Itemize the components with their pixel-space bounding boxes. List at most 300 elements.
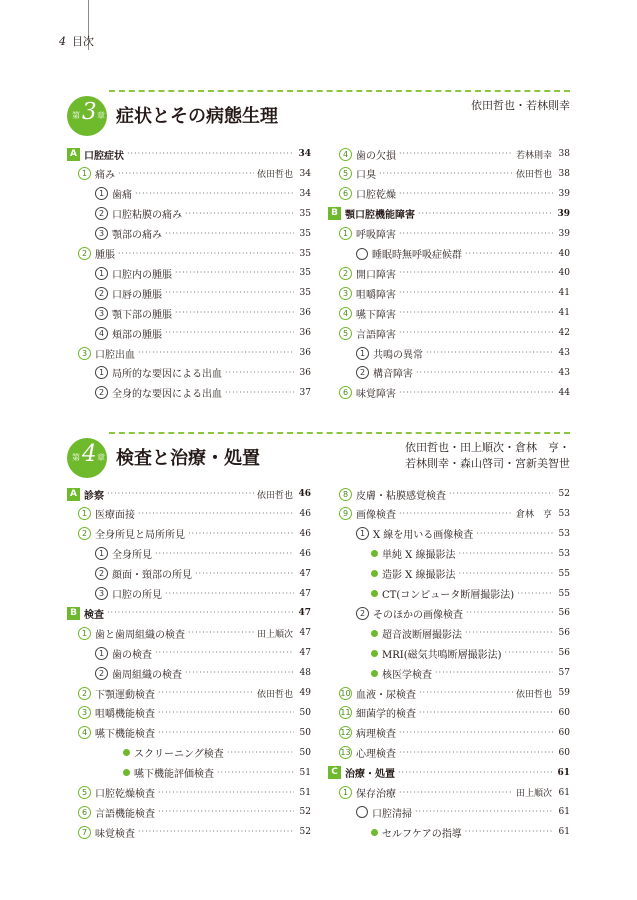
toc-entry	[328, 506, 570, 522]
entry-page: 60	[558, 747, 570, 758]
leader-dots	[466, 607, 553, 619]
entry-label: 咀嚼障害	[356, 289, 396, 301]
entry-label: 口唇の腫脹	[112, 289, 162, 301]
chapter-prefix: 第	[72, 111, 80, 120]
entry-label: MRI(磁気共鳴断層撮影法)	[382, 649, 502, 661]
toc-entry	[328, 526, 570, 542]
chapter-author-line: 依田哲也・若林則幸	[471, 99, 570, 112]
entry-label: 痛み	[95, 170, 115, 182]
bullet-marker	[371, 650, 378, 657]
entry-number-marker: 4	[95, 327, 108, 340]
entry-label: 口腔乾燥検査	[95, 789, 155, 800]
toc-entry	[328, 385, 570, 401]
leader-dots	[158, 707, 294, 719]
chapter-title: 検査と治療・処置	[116, 448, 260, 469]
entry-page: 36	[299, 308, 311, 319]
entry-label: 構音障害	[373, 369, 413, 381]
entry-page: 46	[299, 508, 311, 519]
leader-dots	[419, 707, 553, 719]
toc-entry	[67, 206, 311, 222]
entry-number-marker: 2	[78, 527, 91, 540]
entry-page: 52	[299, 827, 311, 838]
toc-entry	[328, 345, 570, 361]
entry-number-marker: 10	[340, 688, 351, 698]
toc-entry	[67, 566, 311, 582]
entry-label: 単純 X 線撮影法	[382, 550, 456, 562]
toc-entry	[328, 285, 570, 301]
entry-label: 血液・尿検査	[356, 689, 416, 701]
toc-entry	[67, 705, 311, 721]
leader-dots	[118, 168, 254, 180]
entry-page: 60	[558, 707, 570, 718]
leader-dots	[225, 387, 294, 399]
entry-page: 37	[299, 387, 311, 398]
leader-dots	[158, 687, 254, 699]
entry-label: 歯の欠損	[356, 150, 396, 162]
entry-label: 共鳴の異常	[373, 349, 423, 361]
entry-number-marker: 6	[78, 806, 91, 819]
entry-author: 依田哲也	[515, 689, 552, 700]
entry-page: 35	[299, 248, 311, 259]
entry-page: 48	[299, 668, 311, 679]
entry-page: 53	[558, 508, 570, 519]
leader-dots	[138, 508, 294, 520]
toc-entry	[328, 325, 570, 341]
entry-label: 細菌学的検査	[356, 709, 416, 721]
entry-label: 下顎運動検査	[95, 689, 155, 701]
toc-entry	[328, 566, 570, 582]
leader-dots	[465, 826, 553, 838]
entry-number-marker: 3	[78, 347, 91, 360]
entry-number-marker: 1	[95, 366, 108, 379]
toc-entry	[67, 785, 311, 801]
entry-label: 開口障害	[356, 269, 396, 281]
toc-entry	[67, 166, 311, 182]
entry-page: 35	[299, 228, 311, 239]
entry-label: 病理検査	[356, 729, 396, 741]
entry-number-marker: 6	[339, 386, 352, 399]
chapter-title: 症状とその病態生理	[116, 106, 278, 127]
toc-entry	[328, 824, 570, 840]
leader-dots	[227, 747, 294, 759]
leader-dots	[399, 747, 553, 759]
chapter-authors	[405, 440, 570, 472]
entry-page: 39	[557, 208, 570, 219]
leader-dots	[165, 327, 294, 339]
entry-page: 36	[299, 328, 311, 339]
entry-page: 61	[558, 787, 570, 798]
bullet-marker	[371, 670, 378, 677]
leader-dots	[175, 267, 294, 279]
entry-number-marker: 1	[95, 647, 108, 660]
entry-page: 47	[299, 588, 311, 599]
bullet-marker	[371, 829, 378, 836]
entry-author: 若林則幸	[515, 150, 552, 161]
chapter-badge	[67, 438, 107, 478]
entry-label: 口腔内の腫脹	[112, 269, 172, 281]
toc-entry	[328, 265, 570, 281]
entry-page: 52	[299, 807, 311, 818]
entry-number-marker: 1	[356, 527, 369, 540]
leader-dots	[195, 568, 294, 580]
entry-label: 全身所見と局所所見	[95, 530, 185, 542]
leader-dots	[158, 727, 294, 739]
toc-entry	[328, 586, 570, 602]
leader-dots	[435, 667, 553, 679]
entry-page: 59	[558, 688, 570, 698]
entry-label: 歯周組織の検査	[112, 669, 182, 681]
entry-number-marker: 11	[340, 708, 351, 718]
entry-page: 38	[558, 168, 570, 179]
entry-page: 34	[298, 149, 311, 159]
entry-page: 49	[299, 688, 311, 698]
entry-page: 44	[558, 387, 570, 398]
leader-dots	[107, 607, 294, 619]
toc-entry	[328, 186, 570, 202]
toc-entry	[67, 725, 311, 741]
entry-number-marker: 3	[95, 587, 108, 600]
entry-number-marker: 1	[339, 786, 352, 799]
chapter-prefix: 第	[72, 453, 80, 462]
entry-number-marker: 1	[95, 547, 108, 560]
entry-page: 61	[558, 827, 570, 838]
entry-page: 46	[298, 489, 311, 499]
entry-page: 43	[558, 367, 570, 378]
entry-page: 47	[299, 648, 311, 659]
leader-dots	[517, 588, 553, 600]
leader-dots	[398, 767, 553, 779]
toc-entry	[328, 605, 570, 621]
entry-author: 倉林 亨	[515, 510, 552, 521]
entry-label: 口臭	[356, 170, 376, 182]
toc-entry	[67, 665, 311, 681]
entry-label: 嚥下機能評価検査	[134, 769, 214, 781]
toc-entry	[328, 365, 570, 381]
entry-number-marker: 3	[339, 287, 352, 300]
leader-dots	[399, 787, 513, 799]
section-letter-badge: A	[67, 148, 80, 161]
leader-dots	[418, 208, 553, 220]
entry-page: 36	[299, 348, 311, 358]
leader-dots	[415, 806, 553, 818]
toc-entry	[328, 246, 570, 262]
entry-label: 顎下部の腫脹	[112, 309, 172, 321]
entry-number-marker: 2	[95, 567, 108, 580]
entry-author: 依田哲也	[256, 689, 293, 700]
toc-entry	[328, 785, 570, 801]
entry-page: 61	[558, 807, 570, 818]
entry-page: 50	[299, 727, 311, 738]
entry-label: 画像検査	[356, 510, 396, 522]
entry-page: 39	[558, 228, 570, 239]
entry-label: 顎部の痛み	[112, 230, 162, 242]
entry-label: 嚥下障害	[356, 309, 396, 321]
entry-label: 睡眠時無呼吸症候群	[372, 250, 462, 261]
bullet-marker	[123, 769, 130, 776]
entry-label: 口腔粘膜の痛み	[112, 210, 182, 222]
toc-column-left	[67, 146, 311, 409]
entry-number-marker: 5	[78, 786, 91, 799]
entry-page: 41	[558, 288, 570, 299]
toc-entry	[328, 625, 570, 641]
entry-label: 口腔清掃	[372, 808, 412, 820]
entry-page: 55	[558, 588, 570, 599]
entry-page: 46	[299, 548, 311, 559]
entry-author: 田上順次	[256, 629, 293, 640]
entry-label: 顔面・頸部の所見	[112, 570, 192, 582]
toc-entry	[67, 226, 311, 242]
leader-dots	[185, 208, 294, 220]
leader-dots	[155, 647, 294, 659]
entry-number-marker: 2	[356, 366, 369, 379]
entry-label: 局所的な要因による出血	[112, 369, 222, 381]
entry-author: 依田哲也	[256, 490, 293, 501]
bullet-marker	[371, 550, 378, 557]
toc-entry	[328, 725, 570, 741]
toc-entry	[328, 546, 570, 562]
toc-entry	[328, 705, 570, 721]
bullet-marker	[123, 749, 130, 756]
entry-page: 42	[558, 328, 570, 339]
entry-label: 咀嚼機能検査	[95, 709, 155, 721]
toc-entry	[67, 605, 311, 621]
entry-page: 47	[299, 628, 311, 639]
leader-dots	[505, 647, 553, 659]
leader-dots	[458, 568, 553, 580]
leader-dots	[217, 767, 294, 779]
entry-page: 36	[299, 367, 311, 378]
toc-entry	[67, 186, 311, 202]
toc-entry	[67, 645, 311, 661]
leader-dots	[188, 627, 254, 639]
entry-number-marker: 6	[339, 187, 352, 200]
entry-label: 心理検査	[356, 749, 396, 761]
entry-page: 34	[299, 188, 311, 199]
entry-page: 35	[299, 208, 311, 219]
toc-entry	[67, 824, 311, 840]
entry-label: CT(コンピュータ断層撮影法)	[382, 590, 515, 601]
leader-dots	[158, 806, 294, 818]
leader-dots	[399, 148, 513, 160]
chapter-author-line: 若林則幸・森山啓司・宮新美智世	[405, 457, 570, 470]
toc-entry	[67, 246, 311, 262]
entry-number-marker: 2	[95, 386, 108, 399]
header-title: 目次	[72, 35, 94, 48]
entry-number-marker: 1	[356, 347, 369, 360]
toc-entry	[328, 146, 570, 162]
leader-dots	[127, 148, 294, 160]
entry-page: 39	[558, 188, 570, 199]
entry-label: 核医学検査	[382, 669, 432, 681]
chapter-badge	[67, 96, 107, 136]
toc-entry	[67, 486, 311, 502]
chapter-divider	[109, 90, 570, 92]
entry-label: 造影 X 線撮影法	[382, 570, 456, 582]
entry-page: 40	[558, 248, 570, 259]
toc-entry	[328, 305, 570, 321]
toc-entry	[67, 365, 311, 381]
entry-label: 口腔症状	[84, 150, 124, 162]
entry-label: 診察	[84, 490, 104, 502]
entry-page: 41	[558, 308, 570, 319]
entry-number-marker: 2	[95, 667, 108, 680]
entry-number-marker: 4	[339, 148, 352, 161]
leader-dots	[399, 228, 553, 240]
leader-dots	[165, 228, 294, 240]
chapter-suffix: 章	[97, 453, 105, 462]
chapter-divider	[109, 432, 570, 434]
running-header	[59, 33, 94, 49]
toc-entry	[67, 345, 311, 361]
leader-dots	[399, 267, 553, 279]
toc-entry	[328, 665, 570, 681]
entry-label: 超音波断層撮影法	[382, 629, 462, 641]
chapter-heading	[67, 96, 570, 136]
bullet-marker	[371, 630, 378, 637]
toc-entry	[67, 146, 311, 162]
entry-label: 保存治療	[356, 789, 396, 800]
toc-entry	[67, 745, 311, 761]
toc-entry	[67, 526, 311, 542]
entry-label: 言語障害	[356, 329, 396, 341]
entry-page: 50	[299, 707, 311, 718]
leader-dots	[449, 488, 553, 500]
entry-page: 55	[558, 568, 570, 579]
leader-dots	[379, 168, 513, 180]
toc-entry	[328, 745, 570, 761]
entry-label: 歯痛	[112, 190, 132, 202]
entry-page: 38	[558, 149, 570, 159]
bullet-marker	[371, 570, 378, 577]
toc-entry	[67, 586, 311, 602]
entry-label: 呼吸障害	[356, 230, 396, 242]
entry-label: 嚥下機能検査	[95, 729, 155, 741]
leader-dots	[138, 826, 294, 838]
leader-dots	[458, 548, 553, 560]
entry-number-marker: 2	[356, 607, 369, 620]
leader-dots	[165, 588, 294, 600]
leader-dots	[465, 248, 553, 260]
chapter-heading	[67, 438, 570, 478]
toc-entry	[67, 285, 311, 301]
leader-dots	[399, 287, 553, 299]
entry-number-marker: 3	[95, 227, 108, 240]
toc-entry	[67, 804, 311, 820]
entry-label: 皮膚・粘膜感覚検査	[356, 490, 446, 502]
entry-number-marker: 2	[95, 207, 108, 220]
entry-label: 検査	[84, 609, 104, 621]
entry-number-marker: 4	[339, 307, 352, 320]
bullet-marker	[356, 806, 368, 818]
leader-dots	[107, 488, 254, 500]
entry-page: 46	[299, 528, 311, 539]
toc-entry	[328, 206, 570, 222]
leader-dots	[476, 528, 553, 540]
entry-page: 56	[558, 628, 570, 639]
entry-number-marker: 8	[339, 488, 352, 501]
entry-page: 47	[299, 568, 311, 579]
entry-label: 味覚検査	[95, 828, 135, 840]
entry-page: 35	[299, 288, 311, 299]
chapter-authors	[471, 98, 570, 114]
entry-page: 43	[558, 348, 570, 358]
entry-label: 歯と歯周組織の検査	[95, 629, 185, 641]
entry-label: 全身的な要因による出血	[112, 389, 222, 401]
entry-label: 口腔乾燥	[356, 190, 396, 202]
entry-author: 依田哲也	[515, 170, 552, 181]
leader-dots	[158, 787, 294, 799]
entry-number-marker: 5	[339, 167, 352, 180]
entry-label: X 線を用いる画像検査	[373, 530, 474, 542]
chapter-number: 3	[82, 99, 97, 125]
toc-entry	[328, 645, 570, 661]
toc-entry	[67, 385, 311, 401]
entry-number-marker: 2	[78, 247, 91, 260]
entry-page: 61	[557, 767, 570, 778]
leader-dots	[416, 367, 553, 379]
toc-entry	[67, 625, 311, 641]
entry-number-marker: 4	[78, 726, 91, 739]
toc-entry	[67, 765, 311, 781]
toc-entry	[67, 325, 311, 341]
toc-entry	[328, 226, 570, 242]
toc-column-right	[328, 146, 570, 409]
entry-number-marker: 1	[339, 227, 352, 240]
entry-number-marker: 2	[95, 287, 108, 300]
entry-label: セルフケアの指導	[382, 828, 462, 840]
section-letter-badge: B	[67, 607, 80, 620]
entry-number-marker: 3	[95, 307, 108, 320]
entry-label: そのほかの画像検査	[373, 609, 463, 621]
entry-page: 51	[299, 787, 311, 798]
leader-dots	[419, 687, 513, 699]
section-letter-badge: C	[328, 766, 341, 779]
leader-dots	[175, 307, 294, 319]
leader-dots	[399, 387, 553, 399]
entry-page: 53	[558, 548, 570, 559]
entry-label: 治療・処置	[345, 769, 395, 781]
entry-label: 全身所見	[112, 550, 152, 562]
entry-page: 52	[558, 489, 570, 499]
toc-entry	[67, 506, 311, 522]
leader-dots	[399, 307, 553, 319]
toc-column-left	[67, 486, 311, 848]
toc-entry	[67, 546, 311, 562]
chapter-suffix: 章	[97, 111, 105, 120]
toc-entry	[67, 685, 311, 701]
entry-page: 40	[558, 268, 570, 279]
entry-page: 50	[299, 747, 311, 758]
toc-entry	[67, 305, 311, 321]
entry-number-marker: 5	[339, 327, 352, 340]
toc-entry	[67, 265, 311, 281]
entry-number-marker: 1	[78, 627, 91, 640]
leader-dots	[135, 188, 294, 200]
leader-dots	[155, 548, 294, 560]
entry-number-marker: 1	[95, 267, 108, 280]
toc-entry	[328, 804, 570, 820]
bullet-marker	[371, 590, 378, 597]
entry-page: 57	[558, 668, 570, 679]
entry-page: 60	[558, 727, 570, 738]
entry-number-marker: 7	[78, 826, 91, 839]
entry-label: 味覚障害	[356, 389, 396, 401]
entry-number-marker: 12	[340, 728, 351, 738]
page-number: 4	[59, 35, 66, 48]
entry-label: 言語機能検査	[95, 808, 155, 820]
leader-dots	[165, 287, 294, 299]
leader-dots	[399, 188, 553, 200]
